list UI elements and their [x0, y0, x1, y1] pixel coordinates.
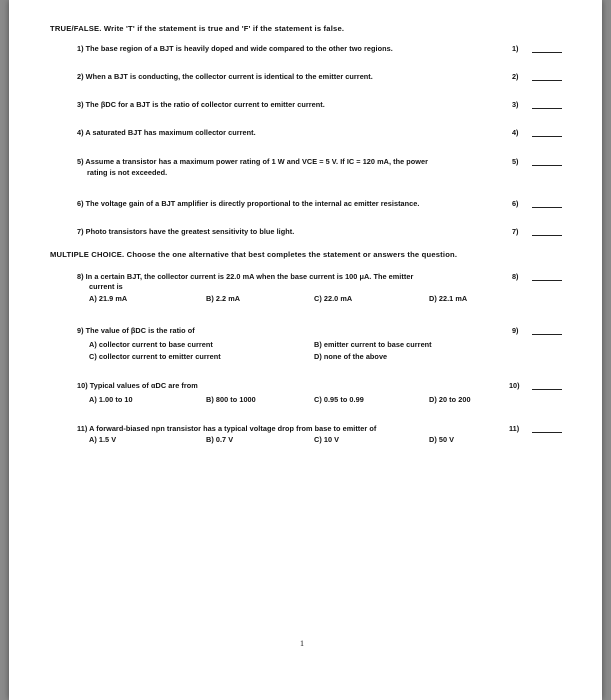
tf-question-3: 3) The βDC for a BJT is the ratio of collector current to emitter current.	[77, 100, 325, 109]
mc-answer-number-10: 10)	[509, 381, 520, 390]
mc-answer-number-11: 11)	[509, 424, 520, 433]
mc-q10-option-a: A) 1.00 to 10	[89, 395, 133, 404]
mc-q11-option-a: A) 1.5 V	[89, 435, 117, 444]
mc-question-10: 10) Typical values of αDC are from	[77, 381, 198, 390]
tf-answer-number-4: 4)	[512, 128, 519, 137]
tf-answer-blank-5[interactable]	[532, 165, 562, 166]
tf-question-2: 2) When a BJT is conducting, the collector current is identical to the emitter current.	[77, 72, 373, 81]
mc-answer-number-8: 8)	[512, 272, 519, 281]
mc-q8-option-c: C) 22.0 mA	[314, 294, 353, 303]
tf-question-6: 6) The voltage gain of a BJT amplifier is directly proportional to the internal ac emitter resistance.	[77, 199, 420, 208]
mc-answer-blank-9[interactable]	[532, 334, 562, 335]
mc-question-8-continued: current is	[89, 282, 123, 291]
mc-question-9: 9) The value of βDC is the ratio of	[77, 326, 195, 335]
mc-answer-number-9: 9)	[512, 326, 519, 335]
tf-answer-number-7: 7)	[512, 227, 519, 236]
mc-q10-option-c: C) 0.95 to 0.99	[314, 395, 364, 404]
tf-answer-number-5: 5)	[512, 157, 519, 166]
mc-q9-option-b: B) emitter current to base current	[314, 340, 432, 349]
mc-q8-option-a: A) 21.9 mA	[89, 294, 128, 303]
mc-q10-option-d: D) 20 to 200	[429, 395, 471, 404]
mc-answer-blank-10[interactable]	[532, 389, 562, 390]
mc-question-11: 11) A forward-biased npn transistor has a typical voltage drop from base to emitter of	[77, 424, 377, 433]
mc-q9-option-a: A) collector current to base current	[89, 340, 213, 349]
tf-answer-blank-1[interactable]	[532, 52, 562, 53]
mc-q11-option-c: C) 10 V	[314, 435, 340, 444]
mc-answer-blank-8[interactable]	[532, 280, 562, 281]
mc-q10-option-b: B) 800 to 1000	[206, 395, 256, 404]
tf-answer-blank-2[interactable]	[532, 80, 562, 81]
mc-question-8: 8) In a certain BJT, the collector current is 22.0 mA when the base current is 100 μA. The emitter	[77, 272, 414, 281]
mc-answer-blank-11[interactable]	[532, 432, 562, 433]
tf-question-5: 5) Assume a transistor has a maximum power rating of 1 W and VCE = 5 V. If IC = 120 mA, the power	[77, 157, 429, 166]
mc-q8-option-d: D) 22.1 mA	[429, 294, 468, 303]
page-number: 1	[300, 639, 304, 648]
tf-header: TRUE/FALSE. Write 'T' if the statement is true and 'F' if the statement is false.	[50, 24, 345, 33]
tf-answer-number-1: 1)	[512, 44, 519, 53]
tf-question-4: 4) A saturated BJT has maximum collector current.	[77, 128, 256, 137]
document-page	[9, 0, 602, 700]
tf-answer-blank-7[interactable]	[532, 235, 562, 236]
tf-answer-blank-4[interactable]	[532, 136, 562, 137]
mc-q9-option-c: C) collector current to emitter current	[89, 352, 221, 361]
tf-answer-number-3: 3)	[512, 100, 519, 109]
tf-answer-number-6: 6)	[512, 199, 519, 208]
mc-q9-option-d: D) none of the above	[314, 352, 388, 361]
tf-answer-number-2: 2)	[512, 72, 519, 81]
tf-answer-blank-6[interactable]	[532, 207, 562, 208]
tf-question-7: 7) Photo transistors have the greatest sensitivity to blue light.	[77, 227, 295, 236]
mc-q11-option-d: D) 50 V	[429, 435, 455, 444]
tf-answer-blank-3[interactable]	[532, 108, 562, 109]
tf-question-1: 1) The base region of a BJT is heavily doped and wide compared to the other two regions.	[77, 44, 393, 53]
mc-header: MULTIPLE CHOICE. Choose the one alternative that best completes the statement or answers the question.	[50, 250, 458, 259]
mc-q11-option-b: B) 0.7 V	[206, 435, 234, 444]
tf-question-5-continued: rating is not exceeded.	[87, 168, 168, 177]
mc-q8-option-b: B) 2.2 mA	[206, 294, 241, 303]
